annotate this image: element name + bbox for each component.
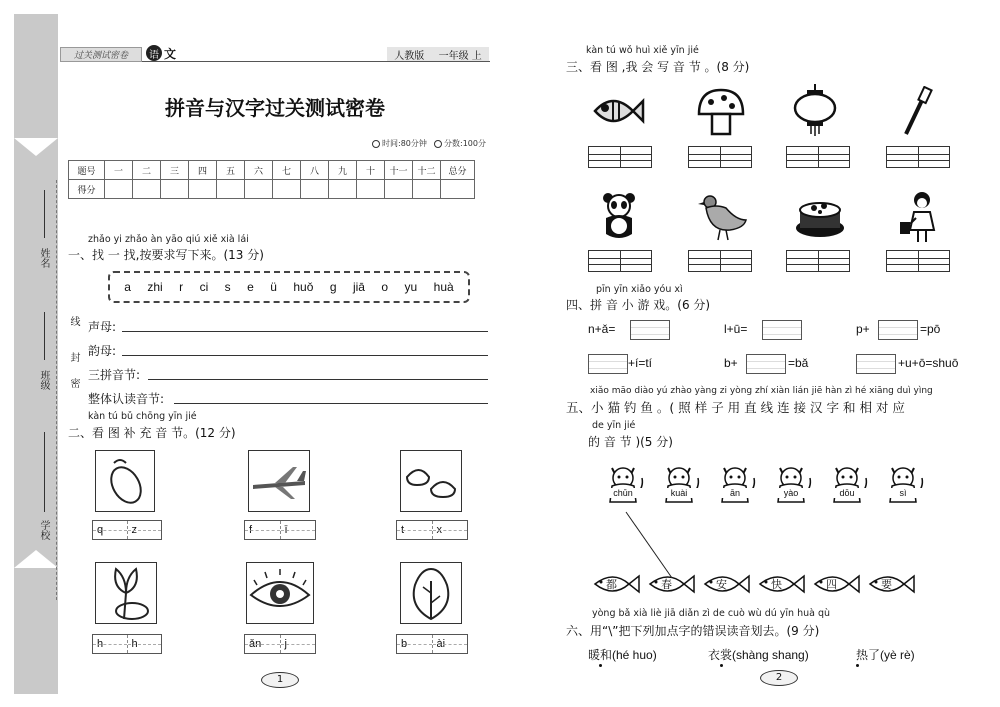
subject-badge: 语 <box>146 45 162 61</box>
score-cell: 十二 <box>413 161 441 180</box>
hint: h <box>97 638 104 650</box>
name-line <box>44 190 45 238</box>
lotus-picture <box>95 562 157 624</box>
fish-character: 四 <box>826 578 837 591</box>
lantern-picture <box>792 84 838 136</box>
s2-answer-5[interactable] <box>244 634 316 654</box>
letter: huà <box>433 280 454 294</box>
s3-grid-5[interactable] <box>588 250 652 272</box>
hint: b <box>401 638 408 650</box>
toothbrush-picture <box>900 86 936 136</box>
eq-2-left: l+ū= <box>724 322 748 336</box>
fish-character: 安 <box>716 578 727 591</box>
fish-character: 都 <box>606 578 617 591</box>
page-title: 拼音与汉字过关测试密卷 <box>165 96 385 120</box>
eq-6-answer[interactable] <box>856 354 896 374</box>
hint: t <box>401 524 405 536</box>
score-cell: 八 <box>301 161 329 180</box>
s2-pinyin: kàn tú bǔ chōng yīn jié <box>88 411 197 422</box>
letter: g <box>329 280 337 294</box>
letter: s <box>224 280 231 294</box>
hint: h <box>131 638 138 650</box>
s2-answer-3[interactable] <box>396 520 468 540</box>
score-cell: 五 <box>217 161 245 180</box>
score-input-cell[interactable] <box>301 180 329 199</box>
letter: e <box>247 280 254 294</box>
hint: f <box>249 524 253 536</box>
s2-title: 二、看 图 补 充 音 节。(12 分) <box>68 426 236 440</box>
score-input-cell[interactable] <box>273 180 301 199</box>
class-label: 班级 <box>38 370 49 390</box>
score-table-header-row <box>69 161 475 180</box>
s1-title: 一、找 一 找,按要求写下来。(13 分) <box>68 248 264 262</box>
score-cell: 七 <box>273 161 301 180</box>
emphasis-dot <box>599 664 602 667</box>
panda-picture <box>598 190 640 242</box>
score-cell: 二 <box>133 161 161 180</box>
hint: ǎn <box>249 638 262 650</box>
class-line <box>44 312 45 360</box>
pigeon-picture <box>696 192 748 242</box>
score-input-cell[interactable] <box>161 180 189 199</box>
score-input-cell[interactable] <box>357 180 385 199</box>
strip-notch <box>14 550 58 568</box>
q-initials-label: 声母: <box>88 320 117 334</box>
letter: a <box>124 280 131 294</box>
school-line <box>44 432 45 512</box>
s3-grid-2[interactable] <box>688 146 752 168</box>
page-number-1: 1 <box>261 672 299 688</box>
q-triple-label: 三拼音节: <box>88 368 141 382</box>
score-input-cell[interactable] <box>217 180 245 199</box>
score-input-cell[interactable] <box>245 180 273 199</box>
letter: ci <box>199 280 209 294</box>
s6-word-1[interactable]: 暖和(hé huo) <box>588 648 657 662</box>
girl-watering-picture <box>896 190 942 244</box>
edition: 人教版 <box>394 50 425 62</box>
score-table-input-row <box>69 180 475 199</box>
letters-box <box>108 271 470 303</box>
slippers-picture <box>400 450 462 512</box>
eq-6-right: +u+ō=shuō <box>898 356 959 370</box>
seal-mark: 封 <box>68 352 79 362</box>
score-input-cell[interactable] <box>189 180 217 199</box>
score-input-cell[interactable] <box>133 180 161 199</box>
edition-label <box>387 47 489 61</box>
score-row-label: 得分 <box>69 180 105 199</box>
subject-text: 文 <box>164 47 177 61</box>
seal-mark: 密 <box>68 378 79 388</box>
fish-character: 要 <box>881 578 892 591</box>
s3-grid-3[interactable] <box>786 146 850 168</box>
eq-3-left: p+ <box>856 322 870 336</box>
eq-1-left: n+ǎ= <box>588 322 616 336</box>
score-cell: 总分 <box>441 161 475 180</box>
name-label: 姓名 <box>38 248 49 268</box>
eq-4-answer[interactable] <box>588 354 628 374</box>
eq-3-right: =pō <box>920 322 941 336</box>
fish-character: 春 <box>661 578 672 591</box>
fish-character: 快 <box>771 578 782 591</box>
s2-answer-4[interactable] <box>92 634 162 654</box>
score-cell: 四 <box>189 161 217 180</box>
eq-5-left: b+ <box>724 356 738 370</box>
letter: r <box>179 280 184 294</box>
eq-3-answer[interactable] <box>878 320 918 340</box>
eq-5-answer[interactable] <box>746 354 786 374</box>
eq-4-right: +í=tí <box>628 356 653 370</box>
eye-picture <box>246 562 314 624</box>
cat-pinyin: ān <box>716 488 754 498</box>
score-cell: 六 <box>245 161 273 180</box>
hint: j <box>284 638 287 650</box>
s3-grid-7[interactable] <box>786 250 850 272</box>
q-finals-label: 韵母: <box>88 344 117 358</box>
letter: o <box>381 280 389 294</box>
s3-grid-6[interactable] <box>688 250 752 272</box>
cat-pinyin: yào <box>772 488 810 498</box>
eq-1-answer[interactable] <box>630 320 670 340</box>
emphasis-dot <box>856 664 859 667</box>
eq-2-answer[interactable] <box>762 320 802 340</box>
eggplant-picture <box>95 450 155 512</box>
s3-title: 三、看 图 ,我 会 写 音 节 。(8 分) <box>566 60 750 74</box>
mushroom-picture <box>696 88 746 136</box>
score-cell: 十一 <box>385 161 413 180</box>
s6-pinyin: yòng bǎ xià liè jiā diǎn zì de cuò wù dú yīn huà qù <box>592 608 831 619</box>
time-meta <box>372 138 427 149</box>
hint: x <box>436 524 442 536</box>
s2-answer-2[interactable] <box>244 520 316 540</box>
q-finals-answer[interactable] <box>122 355 488 356</box>
letter: ü <box>270 280 277 294</box>
s2-answer-6[interactable] <box>396 634 468 654</box>
grade: 一年级 上 <box>438 50 482 62</box>
cake-picture <box>794 194 846 240</box>
score-text: 分数:100分 <box>444 139 486 148</box>
time-text: 时间:80分钟 <box>382 139 427 148</box>
s5-title: 五、小 猫 钓 鱼 。( 照 样 子 用 直 线 连 接 汉 字 和 相 对 应 <box>566 400 905 415</box>
q-whole-label: 整体认读音节: <box>88 392 165 406</box>
s6-title: 六、用“\”把下列加点字的错误读音划去。(9 分) <box>566 624 820 638</box>
score-input-cell[interactable] <box>441 180 475 199</box>
s3-grid-4[interactable] <box>886 146 950 168</box>
seal-mark: 线 <box>68 316 79 326</box>
score-cell: 一 <box>105 161 133 180</box>
score-input-cell[interactable] <box>385 180 413 199</box>
cat-pinyin: kuài <box>660 488 698 498</box>
hint: ī <box>284 524 288 536</box>
hint: ài <box>436 638 446 650</box>
s1-pinyin: zhǎo yi zhǎo àn yāo qiú xiě xià lái <box>88 234 249 245</box>
letter: zhi <box>147 280 163 294</box>
strip-notch <box>14 138 58 156</box>
s4-title: 四、拼 音 小 游 戏。(6 分) <box>566 298 711 312</box>
airplane-picture <box>248 450 310 512</box>
fish-picture <box>591 88 645 134</box>
score-cell: 三 <box>161 161 189 180</box>
s5-pinyin-2: de yīn jié <box>592 420 636 431</box>
s4-pinyin: pīn yīn xiǎo yóu xì <box>596 284 683 295</box>
score-meta <box>434 138 486 149</box>
clock-icon <box>372 140 380 148</box>
cat-pinyin: dōu <box>828 488 866 498</box>
q-whole-answer[interactable] <box>174 403 488 404</box>
example-link-line <box>580 460 980 590</box>
score-table <box>68 160 475 199</box>
q-triple-answer[interactable] <box>148 379 488 380</box>
s6-word-2[interactable]: 衣裳(shàng shang) <box>708 648 809 662</box>
emphasis-dot <box>720 664 723 667</box>
score-cell: 十 <box>357 161 385 180</box>
s2-answer-1[interactable] <box>92 520 162 540</box>
hint: z <box>131 524 137 536</box>
hint: q <box>97 524 104 536</box>
eq-5-right: =bǎ <box>788 356 809 370</box>
letter: huǒ <box>293 280 314 294</box>
cut-line <box>56 180 57 600</box>
q-initials-answer[interactable] <box>122 331 488 332</box>
binding-strip <box>14 14 58 694</box>
cabbage-picture <box>400 562 462 624</box>
letter: jiā <box>352 280 365 294</box>
s3-grid-1[interactable] <box>588 146 652 168</box>
score-cell: 题号 <box>69 161 105 180</box>
score-input-cell[interactable] <box>329 180 357 199</box>
s5-pinyin: xiǎo māo diào yú zhào yàng zi yòng zhí xiàn lián jiē hàn zì hé xiāng duì yìng <box>590 386 933 396</box>
letter: yu <box>404 280 418 294</box>
page-number-2: 2 <box>760 670 798 686</box>
s6-word-3[interactable]: 热了(yè rè) <box>856 648 915 662</box>
brand-badge: 过关测试密卷 <box>60 47 142 62</box>
score-cell: 九 <box>329 161 357 180</box>
s3-grid-8[interactable] <box>886 250 950 272</box>
pen-icon <box>434 140 442 148</box>
s5-title-2: 的 音 节 )(5 分) <box>588 435 673 449</box>
cat-pinyin: sì <box>884 488 922 498</box>
s3-pinyin: kàn tú wǒ huì xiě yīn jié <box>586 45 699 56</box>
score-input-cell[interactable] <box>413 180 441 199</box>
cat-pinyin: chūn <box>604 488 642 498</box>
school-label: 学校 <box>38 520 49 540</box>
score-input-cell[interactable] <box>105 180 133 199</box>
